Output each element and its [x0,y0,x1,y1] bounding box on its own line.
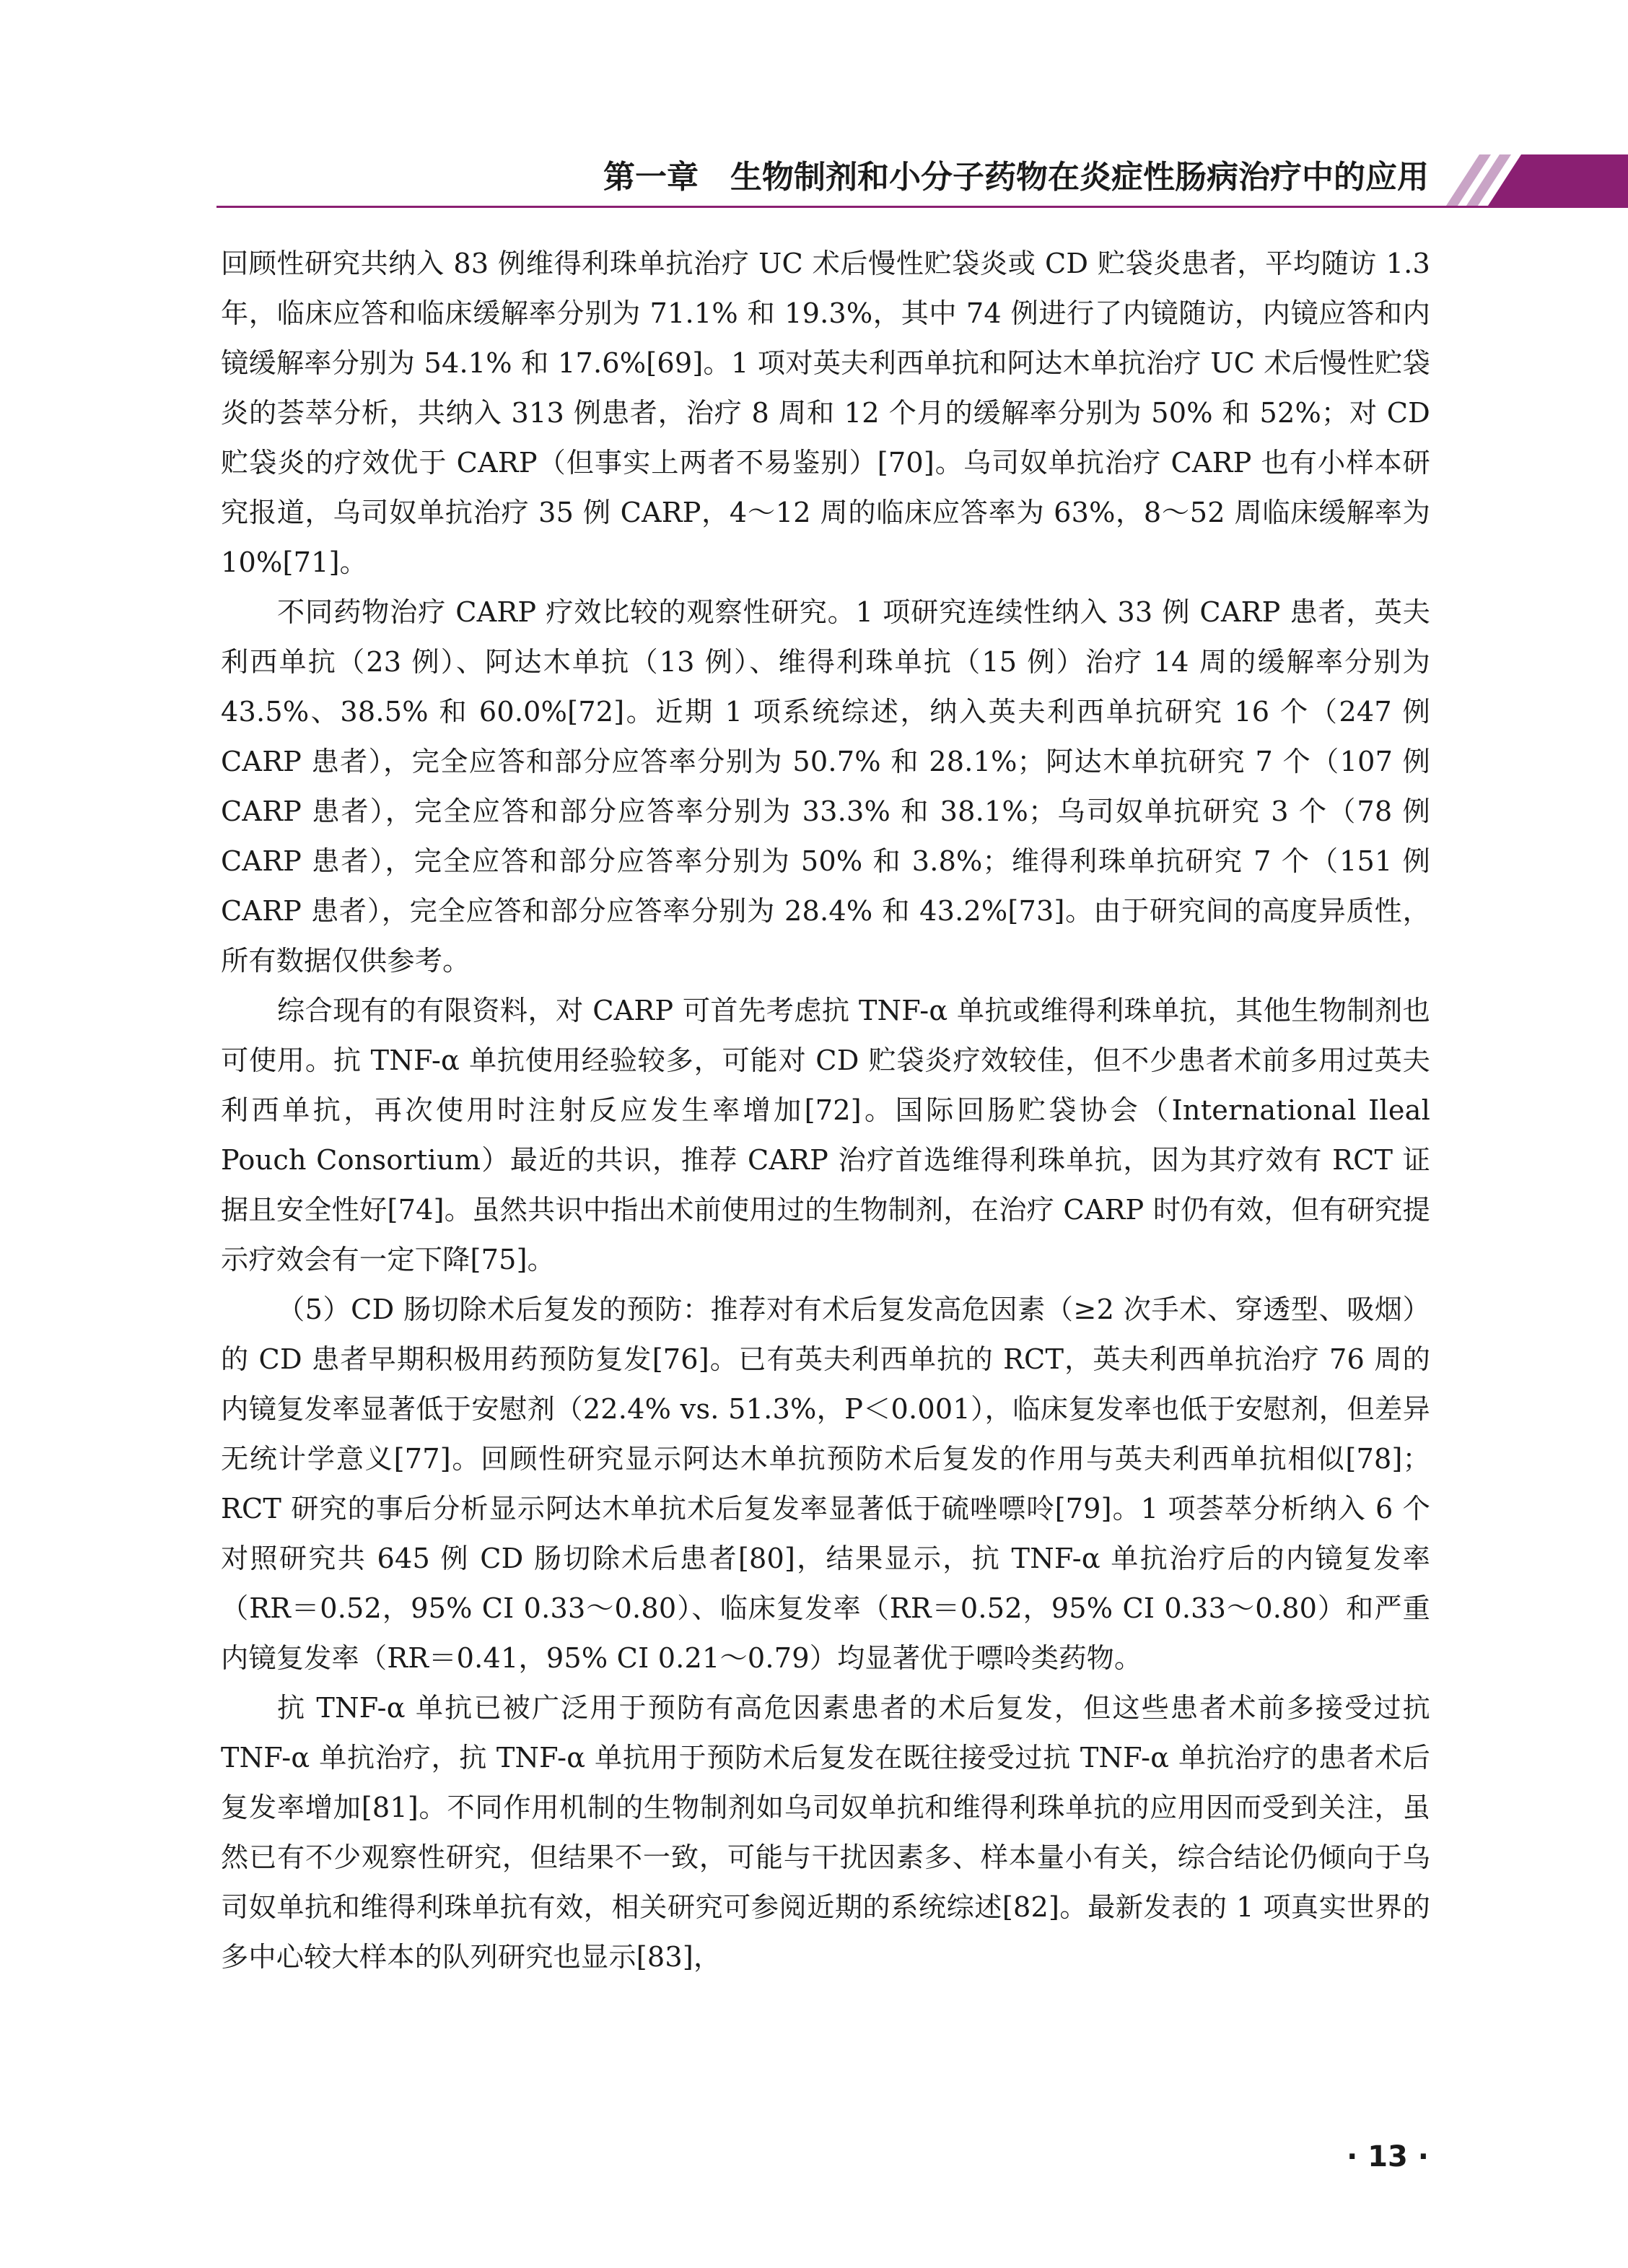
paragraph-3: 综合现有的有限资料，对 CARP 可首先考虑抗 TNF-α 单抗或维得利珠单抗，其他生物制剂也可使用。抗 TNF-α 单抗使用经验较多，可能对 CD 贮袋炎疗效较佳，但不少患者术前多用过英夫利西单抗，再次使用时注射反应发生率增加[72]。国际回肠贮袋协会（International Ileal Pouch Consortium）最近的共识，推荐 CARP 治疗首选维得利珠单抗，因为其疗效有 RCT 证据且安全性好[74]。虽然共识中指出术前使用过的生物制剂，在治疗 CARP 时仍有效，但有研究提示疗效会有一定下降[75]。 [221,995,1430,1276]
paragraph-5: 抗 TNF-α 单抗已被广泛用于预防有高危因素患者的术后复发，但这些患者术前多接受过抗 TNF-α 单抗治疗，抗 TNF-α 单抗用于预防术后复发在既往接受过抗 TNF-α 单抗治疗的患者术后复发率增加[81]。不同作用机制的生物制剂如乌司奴单抗和维得利珠单抗的应用因而受到关注，虽然已有不少观察性研究，但结果不一致，可能与干扰因素多、样本量小有关，综合结论仍倾向于乌司奴单抗和维得利珠单抗有效，相关研究可参阅近期的系统综述[82]。最新发表的 1 项真实世界的多中心较大样本的队列研究也显示[83]， [221,1693,1430,1973]
stripe-solid [1487,154,1628,208]
paragraph-1: 回顾性研究共纳入 83 例维得利珠单抗治疗 UC 术后慢性贮袋炎或 CD 贮袋炎患者，平均随访 1.3 年，临床应答和临床缓解率分别为 71.1% 和 19.3%，其中 74 例进行了内镜随访，内镜应答和内镜缓解率分别为 54.1% 和 17.6%[69]。1 项对英夫利西单抗和阿达木单抗治疗 UC 术后慢性贮袋炎的荟萃分析，共纳入 313 例患者，治疗 8 周和 12 个月的缓解率分别为 50% 和 52%；对 CD 贮袋炎的疗效优于 CARP（但事实上两者不易鉴别）[70]。乌司奴单抗治疗 CARP 也有小样本研究报道，乌司奴单抗治疗 35 例 CARP，4～12 周的临床应答率为 63%，8～52 周临床缓解率为 10%[71]。 [221,248,1430,579]
paragraph-2: 不同药物治疗 CARP 疗效比较的观察性研究。1 项研究连续性纳入 33 例 CARP 患者，英夫利西单抗（23 例）、阿达木单抗（13 例）、维得利珠单抗（15 例）治疗 14 周的缓解率分别为 43.5%、38.5% 和 60.0%[72]。近期 1 项系统综述，纳入英夫利西单抗研究 16 个（247 例 CARP 患者），完全应答和部分应答率分别为 50.7% 和 28.1%；阿达木单抗研究 7 个（107 例 CARP 患者），完全应答和部分应答率分别为 33.3% 和 38.1%；乌司奴单抗研究 3 个（78 例 CARP 患者），完全应答和部分应答率分别为 50% 和 3.8%；维得利珠单抗研究 7 个（151 例 CARP 患者），完全应答和部分应答率分别为 28.4% 和 43.2%[73]。由于研究间的高度异质性，所有数据仅供参考。 [221,597,1430,977]
page-number: · 13 · [1347,2140,1429,2173]
header-stripes-decoration [1429,154,1628,208]
body-text [221,240,1430,1983]
header-rule [216,206,1628,208]
running-header [0,0,1628,209]
paragraph-4: （5）CD 肠切除术后复发的预防：推荐对有术后复发高危因素（≥2 次手术、穿透型、吸烟）的 CD 患者早期积极用药预防复发[76]。已有英夫利西单抗的 RCT，英夫利西单抗治疗 76 周的内镜复发率显著低于安慰剂（22.4% vs. 51.3%，P＜0.001），临床复发率也低于安慰剂，但差异无统计学意义[77]。回顾性研究显示阿达木单抗预防术后复发的作用与英夫利西单抗相似[78]；RCT 研究的事后分析显示阿达木单抗术后复发率显著低于硫唑嘌呤[79]。1 项荟萃分析纳入 6 个对照研究共 645 例 CD 肠切除术后患者[80]，结果显示，抗 TNF-α 单抗治疗后的内镜复发率（RR＝0.52，95% CI 0.33～0.80）、临床复发率（RR＝0.52，95% CI 0.33～0.80）和严重内镜复发率（RR＝0.41，95% CI 0.21～0.79）均显著优于嘌呤类药物。 [221,1294,1430,1675]
chapter-title: 第一章 生物制剂和小分子药物在炎症性肠病治疗中的应用 [603,159,1429,196]
